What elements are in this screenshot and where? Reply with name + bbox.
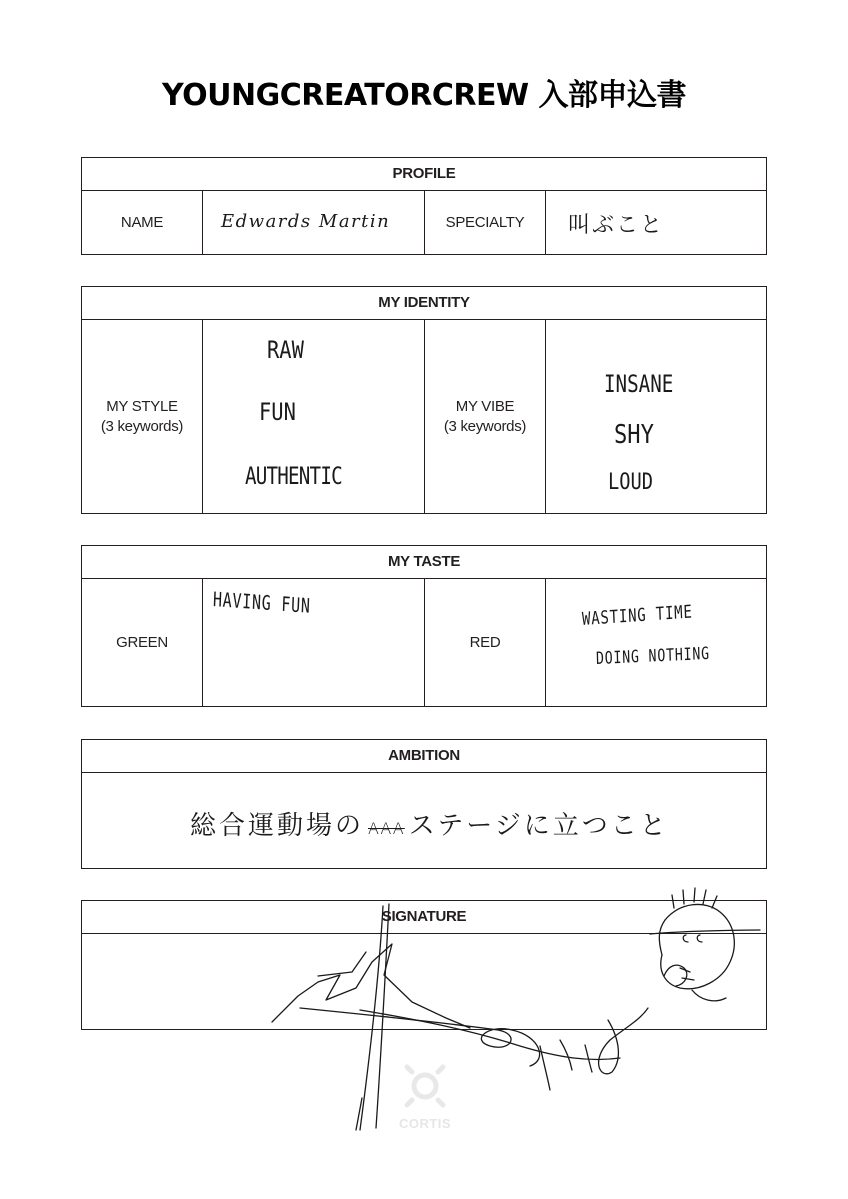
form-title: YOUNGCREATORCREW 入部申込書 (162, 78, 686, 113)
taste-section (81, 545, 767, 707)
ambition-text-before: 総合運動場の (190, 811, 365, 841)
ambition-text-after: ステージに立つこと (408, 811, 669, 841)
vibe-keyword-1: INSANE (604, 370, 674, 398)
red-field[interactable] (546, 579, 765, 706)
ambition-text-crossed: AAA (368, 819, 405, 838)
ambition-value (190, 805, 669, 842)
vibe-keyword-2: SHY (614, 420, 654, 450)
ambition-section (81, 739, 767, 869)
signature-field[interactable] (82, 934, 766, 1029)
name-value: Edwards Martin (221, 211, 391, 232)
specialty-label: SPECIALTY (445, 213, 525, 231)
my-style-label (82, 320, 202, 513)
watermark-text: CORTIS (398, 1116, 452, 1131)
specialty-field[interactable] (546, 191, 765, 254)
profile-section (81, 157, 767, 255)
specialty-value: 叫ぶこと (568, 213, 665, 238)
my-vibe-label (425, 320, 545, 513)
green-field[interactable] (203, 579, 425, 706)
ambition-field[interactable] (82, 773, 766, 868)
style-keyword-2: FUN (259, 398, 296, 426)
vibe-keyword-3: LOUD (608, 470, 654, 495)
my-style-title: MY STYLE (106, 397, 178, 415)
signature-header: SIGNATURE (82, 901, 766, 934)
my-style-field[interactable] (203, 320, 425, 513)
my-style-sub: (3 keywords) (100, 417, 184, 435)
red-value-line1: WASTING TIME (581, 601, 694, 630)
style-keyword-3: AUTHENTIC (245, 462, 342, 490)
name-label: NAME (120, 213, 164, 231)
name-field[interactable] (203, 191, 425, 254)
ambition-header: AMBITION (82, 740, 766, 773)
red-value-line2: DOING NOTHING (595, 643, 711, 669)
signature-section (81, 900, 767, 1030)
my-vibe-title: MY VIBE (455, 397, 515, 415)
identity-section (81, 286, 767, 514)
my-vibe-sub: (3 keywords) (443, 417, 527, 435)
profile-header: PROFILE (82, 158, 766, 191)
my-vibe-field[interactable] (546, 320, 765, 513)
green-value: HAVING FUN (212, 587, 312, 618)
taste-header: MY TASTE (82, 546, 766, 579)
red-label: RED (469, 633, 501, 651)
style-keyword-1: RAW (267, 336, 304, 364)
identity-header: MY IDENTITY (82, 287, 766, 320)
green-label: GREEN (116, 633, 168, 651)
